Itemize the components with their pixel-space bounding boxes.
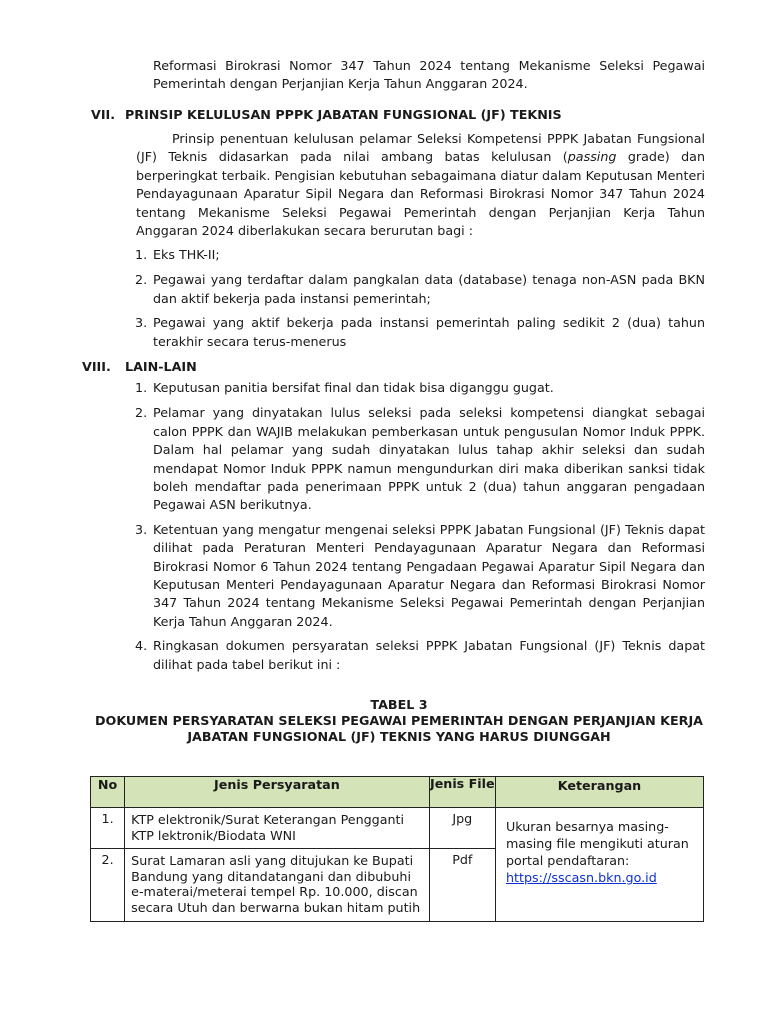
cell-no: 1.	[91, 808, 125, 849]
section-8-number: VIII.	[82, 359, 111, 374]
section-8-title: LAIN-LAIN	[125, 359, 197, 374]
cell-keterangan	[495, 808, 703, 922]
list-text: Pegawai yang aktif bekerja pada instansi pemerintah paling sedikit 2 (dua) tahun terakhir secara terus-menerus	[153, 315, 705, 349]
list-item	[135, 637, 705, 674]
list-text: Ketentuan yang mengatur mengenai seleksi PPPK Jabatan Fungsional (JF) Teknis dapat dilihat pada Peraturan Menteri Pendayagunaan Aparatur Negara dan Reformasi Birokrasi Nomor 6 Tahun 2024 tentang Pengadaan Pegawai Aparatur Sipil Negara dan Keputusan Menteri Pendayagunaan Aparatur Negara dan Reformasi Birokrasi Nomor 347 Tahun 2024 tentang Mekanisme Seleksi Pegawai Pemerintah dengan Perjanjian Kerja Tahun Anggaran 2024.	[153, 521, 705, 629]
list-number: 4.	[135, 638, 148, 654]
list-number: 3.	[135, 315, 148, 331]
requirements-table	[90, 776, 704, 922]
section-8-list	[135, 379, 705, 674]
section-7-paragraph	[136, 130, 705, 240]
section-8-heading	[82, 358, 197, 376]
table-caption-title: DOKUMEN PERSYARATAN SELEKSI PEGAWAI PEMERINTAH DENGAN PERJANJIAN KERJA JABATAN FUNGSIONAL (JF) TEKNIS YANG HARUS DIUNGGAH	[95, 713, 703, 744]
section-7-number: VII.	[91, 107, 116, 122]
header-keterangan: Keterangan	[495, 777, 703, 808]
header-jenis-file: Jenis File	[429, 777, 495, 808]
section-7-list	[135, 246, 705, 351]
header-no: No	[91, 777, 125, 808]
list-text: Ringkasan dokumen persyaratan seleksi PPPK Jabatan Fungsional (JF) Teknis dapat dilihat pada tabel berikut ini :	[153, 638, 705, 672]
section-7-title: PRINSIP KELULUSAN PPPK JABATAN FUNGSIONAL (JF) TEKNIS	[125, 107, 562, 122]
keterangan-text: Ukuran besarnya masing-masing file mengikuti aturan portal pendaftaran:	[505, 819, 689, 868]
list-text: Eks THK-II;	[153, 247, 220, 262]
cell-file: Jpg	[429, 808, 495, 849]
table-caption-number: TABEL 3	[370, 697, 428, 712]
list-item	[135, 379, 705, 397]
list-number: 2.	[135, 405, 148, 421]
cell-jenis: KTP elektronik/Surat Keterangan Pengganti KTP lektronik/Biodata WNI	[125, 808, 429, 849]
list-number: 1.	[135, 247, 148, 262]
cell-jenis: Surat Lamaran asli yang ditujukan ke Bupati Bandung yang ditandatangani dan dibubuhi e-materai/meterai tempel Rp. 10.000, discan secara Utuh dan berwarna bukan hitam putih	[125, 849, 429, 922]
list-item	[135, 314, 705, 351]
list-text: Pelamar yang dinyatakan lulus seleksi pada seleksi kompetensi diangkat sebagai calon PPPK dan WAJIB melakukan pemberkasan untuk pengusulan Nomor Induk PPPK. Dalam hal pelamar yang sudah dinyatakan lulus tahap akhir seleksi dan sudah mendapat Nomor Induk PPPK namun mengundurkan diri maka diberikan sanksi tidak boleh mendaftar pada penerimaan PPPK untuk 2 (dua) tahun anggaran pengadaan Pegawai ASN berikutnya.	[153, 405, 705, 513]
list-text: Keputusan panitia bersifat final dan tidak bisa diganggu gugat.	[153, 380, 554, 395]
cell-no: 2.	[91, 849, 125, 922]
list-item	[135, 246, 705, 264]
paragraph-italic-term: passing	[567, 149, 617, 165]
list-number: 2.	[135, 272, 148, 288]
continuation-paragraph: Reformasi Birokrasi Nomor 347 Tahun 2024 tentang Mekanisme Seleksi Pegawai Pemerintah dengan Perjanjian Kerja Tahun Anggaran 2024.	[153, 58, 705, 92]
section-7-heading	[91, 106, 562, 124]
list-item	[135, 521, 705, 631]
list-number: 3.	[135, 521, 148, 537]
list-text: Pegawai yang terdaftar dalam pangkalan data (database) tenaga non-ASN pada BKN dan aktif bekerja pada instansi pemerintah;	[153, 272, 705, 306]
paragraph-text-end: grade) dan berperingkat terbaik. Pengisian kebutuhan sebagaimana diatur dalam Keputusan Menteri Pendayagunaan Aparatur Sipil Negara dan Reformasi Birokrasi Nomor 347 Tahun 2024 tentang Mekanisme Seleksi Pegawai Pemerintah dengan Perjanjian Kerja Tahun Anggaran 2024 diberlakukan secara berurutan bagi :	[136, 149, 706, 239]
table-header-row	[91, 777, 704, 808]
cell-file: Pdf	[429, 849, 495, 922]
table-row	[91, 808, 704, 849]
paragraph-text-start: Prinsip penentuan kelulusan pelamar Seleksi Kompetensi PPPK Jabatan Fungsional (JF) Teknis didasarkan pada nilai ambang batas kelulusan (	[136, 131, 705, 165]
header-jenis-persyaratan: Jenis Persyaratan	[125, 777, 429, 808]
list-item	[135, 271, 705, 308]
list-number: 1.	[135, 380, 148, 395]
sscasn-link[interactable]: https://sscasn.bkn.go.id	[505, 870, 657, 885]
list-item	[135, 404, 705, 514]
